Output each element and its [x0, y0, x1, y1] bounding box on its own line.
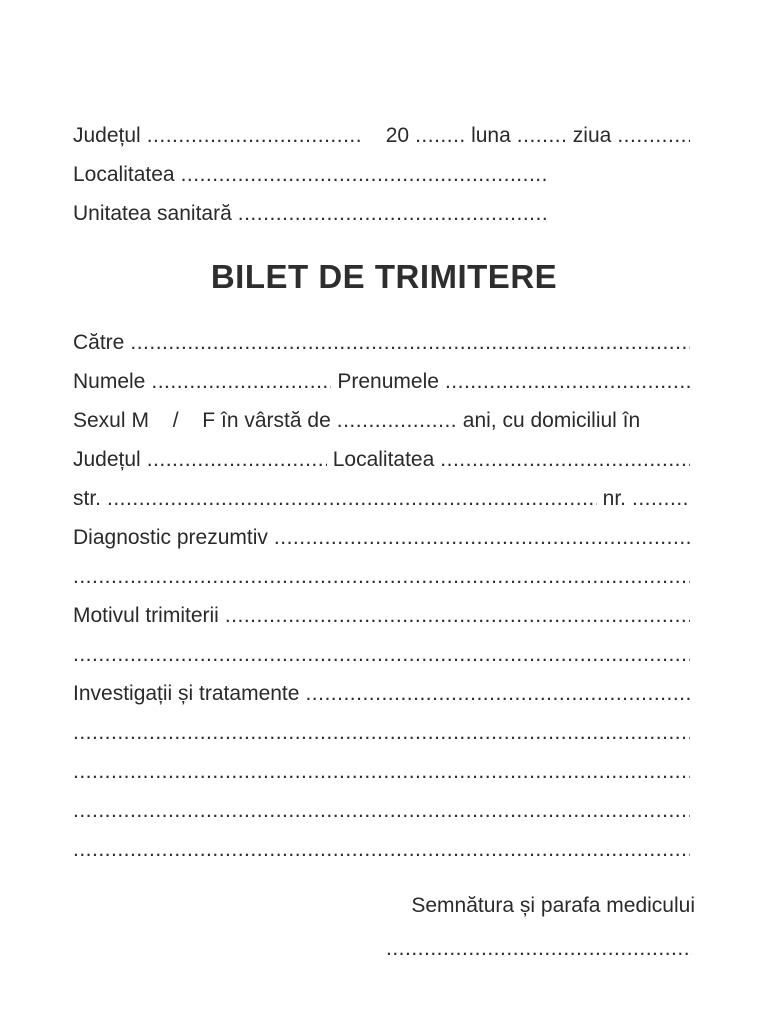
form-localitatea-field[interactable]	[440, 445, 690, 475]
ziua-field[interactable]	[617, 121, 690, 151]
varsta-field[interactable]	[337, 406, 457, 436]
header-judet-date-line	[73, 121, 690, 151]
strada-label: str.	[73, 487, 102, 510]
investigatii-continuation-line-1	[73, 718, 690, 748]
catre-field[interactable]	[130, 328, 690, 358]
diagnostic-continuation-line	[73, 562, 690, 592]
nr-field[interactable]	[632, 484, 690, 514]
luna-label: luna	[471, 124, 511, 147]
investigatii-field-2[interactable]	[73, 718, 690, 748]
unitatea-sanitara-label: Unitatea sanitară	[73, 202, 232, 225]
header-localitatea-line	[73, 160, 546, 190]
strada-field[interactable]	[107, 484, 597, 514]
motivul-label: Motivul trimiterii	[73, 604, 219, 627]
catre-line	[73, 328, 690, 358]
numele-label: Numele	[73, 370, 146, 393]
investigatii-field-3[interactable]	[73, 757, 690, 787]
investigatii-continuation-line-3	[73, 796, 690, 826]
strada-line	[73, 484, 690, 514]
investigatii-field[interactable]	[305, 679, 690, 709]
sex-options[interactable]: M / F	[131, 409, 216, 432]
page-title: BILET DE TRIMITERE	[210, 258, 558, 295]
header-unitatea-line	[73, 199, 546, 229]
judet-localitate-line	[73, 445, 690, 475]
numele-field[interactable]	[151, 367, 331, 397]
ziua-label: ziua	[572, 124, 612, 147]
prenumele-field[interactable]	[445, 367, 690, 397]
investigatii-continuation-line-4	[73, 835, 690, 865]
diagnostic-line	[73, 523, 690, 553]
signature-field[interactable]	[386, 934, 692, 964]
sexul-label: Sexul	[73, 409, 126, 432]
motivul-field[interactable]	[225, 601, 690, 631]
judetul-label: Județul	[73, 124, 141, 147]
header-localitatea-field[interactable]	[181, 160, 546, 190]
investigatii-continuation-line-2	[73, 757, 690, 787]
sex-varsta-line	[73, 406, 690, 436]
catre-label: Către	[73, 331, 125, 354]
year-field[interactable]	[415, 121, 465, 151]
unitatea-sanitara-field[interactable]	[238, 199, 546, 229]
header-localitatea-label: Localitatea	[73, 163, 175, 186]
form-localitatea-label: Localitatea	[332, 448, 435, 471]
nr-label: nr.	[602, 487, 626, 510]
investigatii-line	[73, 679, 690, 709]
signature-label: Semnătura și parafa medicului	[411, 894, 695, 917]
judetul-field[interactable]	[147, 121, 362, 151]
diagnostic-field-2[interactable]	[73, 562, 690, 592]
luna-field[interactable]	[517, 121, 567, 151]
nume-line	[73, 367, 690, 397]
investigatii-field-4[interactable]	[73, 796, 690, 826]
prenumele-label: Prenumele	[337, 370, 439, 393]
motivul-field-2[interactable]	[73, 640, 690, 670]
motivul-line	[73, 601, 690, 631]
motivul-continuation-line	[73, 640, 690, 670]
investigatii-label: Investigații și tratamente	[73, 682, 300, 705]
diagnostic-field[interactable]	[274, 523, 690, 553]
ani-domiciliu-label: ani, cu domiciliul în	[462, 409, 641, 432]
year-prefix: 20	[385, 124, 410, 147]
form-judetul-field[interactable]	[147, 445, 327, 475]
investigatii-field-5[interactable]	[73, 835, 690, 865]
varsta-label: în vârstă de	[221, 409, 331, 432]
diagnostic-label: Diagnostic prezumtiv	[73, 526, 268, 549]
form-judetul-label: Județul	[73, 448, 141, 471]
